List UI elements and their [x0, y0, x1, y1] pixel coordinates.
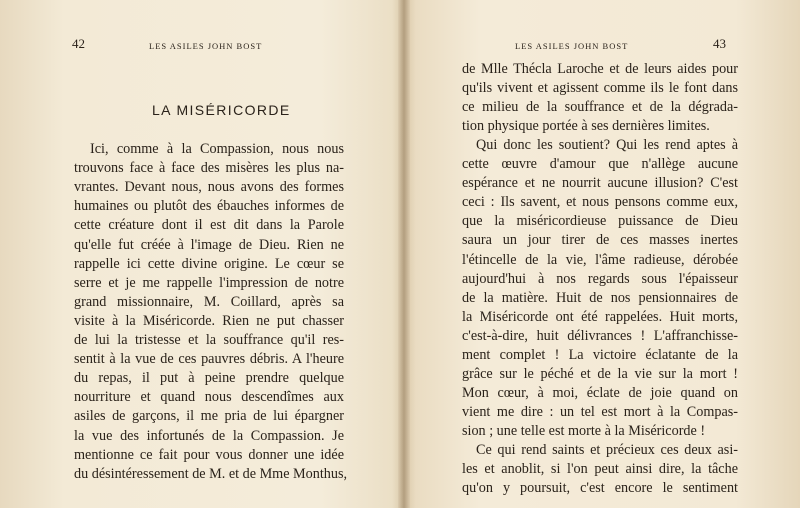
- right-page-line: Mon cœur, à moi, éclate de joie quand on: [462, 384, 738, 401]
- right-page-line: ment complet ! La victoire éclatante de la: [462, 346, 738, 363]
- right-page-number: 43: [713, 36, 726, 51]
- left-page-line: asiles de garçons, il me pria de lui épargner: [74, 408, 344, 425]
- left-page-line: humaines ou plutôt des ébauches informes de: [74, 198, 344, 215]
- left-page-line: rappelle ici cette divine origine. Le cœur se: [74, 255, 344, 272]
- right-page-line: c'est-à-dire, huit délivrances ! L'affranchisse-: [462, 327, 738, 344]
- right-page-line: grâce sur le péché et de la vie sur la mort !: [462, 365, 738, 382]
- right-page-line: ceci : Ils savent, et nous pensons comme eux,: [462, 194, 738, 211]
- right-page-line: vient me dire : un tel est mort à la Compas-: [462, 403, 738, 420]
- left-page-line: trouvons face à face des misères les plus na-: [74, 160, 344, 177]
- left-page-line: Ici, comme à la Compassion, nous nous: [90, 141, 344, 157]
- right-page-line: Qui donc les soutient? Qui les rend aptes à: [476, 137, 738, 154]
- left-page-line: de lui la tristesse et la souffrance qu'il res-: [74, 332, 344, 348]
- right-page-line: tion physique portée à ses dernières limites.: [462, 118, 710, 135]
- right-page: [410, 0, 800, 508]
- right-page-line: cette œuvre d'amour que n'allège aucune: [462, 156, 738, 173]
- left-page-line: la vue des infortunés de la Compassion. Je: [74, 427, 344, 444]
- left-page: [0, 0, 398, 508]
- left-page-line: du désintéressement de M. et de Mme Monthus,: [74, 465, 348, 482]
- right-page-line: la Miséricorde ont été rappelées. Huit morts,: [462, 308, 738, 325]
- left-page-line: visite à la Miséricorde. Rien ne put chasser: [74, 312, 344, 329]
- left-page-line: du repas, il put à peine prendre quelque: [74, 370, 344, 387]
- left-page-line: mentionne ce fait pour vous donner une idée: [74, 446, 344, 463]
- left-page-line: sentit à la vue de ces pauvres débris. A l'heure: [74, 351, 344, 368]
- right-page-line: aujourd'hui à nos regards sous l'épaisseur: [462, 270, 738, 287]
- left-running-head: LES ASILES JOHN BOST: [149, 41, 263, 51]
- right-page-line: ce milieu de la souffrance et de la dégrada-: [462, 99, 738, 116]
- left-page-line: cette créature dont il est dit dans la Parole: [74, 217, 344, 234]
- left-page-line: nourriture et quand nous descendîmes aux: [74, 389, 344, 406]
- left-page-line: serre et je me rappelle l'impression de notre: [74, 274, 344, 291]
- left-page-line: vrantes. Devant nous, nous avons des formes: [74, 179, 344, 196]
- right-page-line: les et anoblit, si l'on peut ainsi dire, la tâche: [462, 461, 738, 478]
- right-page-line: saura un jour tirer de ces masses inertes: [462, 232, 738, 249]
- right-page-line: de Mlle Thécla Laroche et de leurs aides pour: [462, 61, 738, 77]
- left-page-line: grand missionnaire, M. Coillard, après sa: [74, 293, 344, 310]
- right-page-line: l'étincelle de la vie, l'âme radieuse, dérobée: [462, 251, 738, 268]
- left-page-number: 42: [72, 36, 85, 51]
- left-page-line: qu'elle fut créée à l'image de Dieu. Rien ne: [74, 236, 344, 253]
- right-page-line: qu'ils vivent et agissent comme ils le font dans: [462, 80, 738, 97]
- right-page-line: espérance et ne nourrit aucune illusion? C'est: [462, 175, 738, 192]
- right-page-line: que la miséricordieuse puissance de Dieu: [462, 213, 738, 230]
- right-page-line: sion ; une telle est morte à la Miséricorde !: [462, 422, 706, 439]
- right-page-line: de la matière. Huit de nos pensionnaires de: [462, 289, 738, 306]
- book-gutter: [398, 0, 410, 508]
- right-running-head: LES ASILES JOHN BOST: [515, 41, 629, 51]
- right-page-line: Ce qui rend saints et précieux ces deux asi-: [476, 442, 738, 458]
- right-page-line: qu'on y poursuit, c'est encore le sentiment: [462, 480, 738, 497]
- chapter-title: LA MISÉRICORDE: [152, 102, 291, 118]
